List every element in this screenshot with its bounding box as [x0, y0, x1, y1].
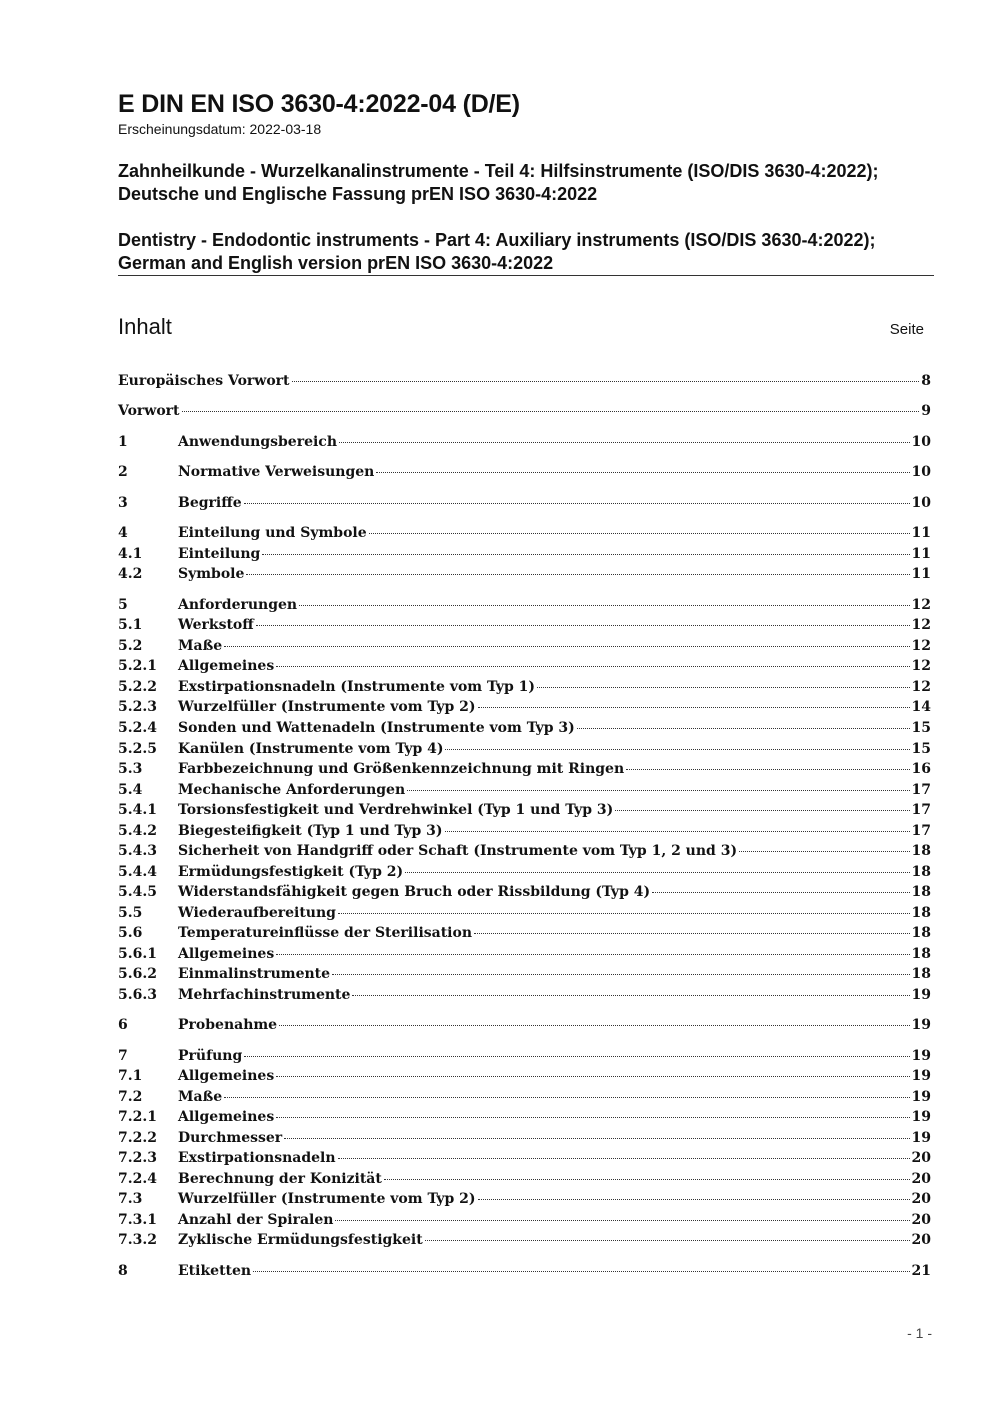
toc-leader-dots	[292, 381, 920, 382]
toc-entry-title: Torsionsfestigkeit und Verdrehwinkel (Typ 1 und Typ 3)	[178, 802, 614, 818]
toc-entry-number: 5.4.5	[118, 884, 157, 900]
toc-entry[interactable]	[118, 946, 931, 966]
toc-entry-page: 16	[911, 761, 931, 777]
toc-entry-page: 18	[911, 966, 931, 982]
toc-entry-page: 18	[911, 946, 931, 962]
toc-entry[interactable]	[118, 403, 931, 423]
toc-entry-number: 5.2.3	[118, 699, 157, 715]
toc-entry-page: 18	[911, 925, 931, 941]
toc-leader-dots	[276, 1117, 909, 1118]
toc-entry-number: 7.1	[118, 1068, 143, 1084]
toc-entry-page: 12	[911, 658, 931, 674]
toc-entry[interactable]	[118, 843, 931, 863]
toc-entry-page: 15	[911, 741, 931, 757]
toc-entry[interactable]	[118, 966, 931, 986]
toc-entry-page: 10	[911, 464, 931, 480]
toc-leader-dots	[739, 851, 909, 852]
toc-entry-title: Exstirpationsnadeln (Instrumente vom Typ 1)	[178, 679, 536, 695]
toc-entry-title: Allgemeines	[178, 658, 275, 674]
toc-leader-dots	[407, 790, 909, 791]
toc-entry-page: 9	[921, 403, 931, 419]
toc-entry-title: Wurzelfüller (Instrumente vom Typ 2)	[178, 1191, 476, 1207]
toc-entry-page: 11	[911, 546, 931, 562]
toc-leader-dots	[224, 1097, 909, 1098]
toc-leader-dots	[335, 1220, 909, 1221]
toc-entry[interactable]	[118, 495, 931, 515]
toc-entry-page: 18	[911, 843, 931, 859]
toc-leader-dots	[474, 933, 909, 934]
toc-entry-page: 12	[911, 638, 931, 654]
toc-entry[interactable]	[118, 1089, 931, 1109]
toc-entry-number: 7.2.4	[118, 1171, 157, 1187]
toc-entry-page: 14	[911, 699, 931, 715]
toc-entry-page: 18	[911, 864, 931, 880]
toc-entry-title: Probenahme	[178, 1017, 278, 1033]
toc-leader-dots	[276, 954, 909, 955]
toc-entry-title: Symbole	[178, 566, 245, 582]
toc-entry-page: 18	[911, 905, 931, 921]
toc-entry-number: 5.6.3	[118, 987, 157, 1003]
toc-entry-number: 5.2.1	[118, 658, 157, 674]
toc-entry-page: 15	[911, 720, 931, 736]
toc-entry-number: 7.3.2	[118, 1232, 157, 1248]
toc-entry[interactable]	[118, 434, 931, 454]
toc-entry-number: 4	[118, 525, 128, 541]
toc-entry[interactable]	[118, 597, 931, 617]
toc-entry[interactable]	[118, 1150, 931, 1170]
toc-entry-page: 12	[911, 617, 931, 633]
toc-leader-dots	[352, 995, 909, 996]
toc-entry-number: 7.3.1	[118, 1212, 157, 1228]
header-divider	[118, 275, 934, 276]
toc-entry[interactable]	[118, 823, 931, 843]
toc-entry-number: 7.3	[118, 1191, 143, 1207]
toc-entry-title: Einmalinstrumente	[178, 966, 331, 982]
toc-entry-title: Anforderungen	[178, 597, 298, 613]
toc-entry-number: 2	[118, 464, 128, 480]
toc-entry-number: 5.2	[118, 638, 143, 654]
toc-entry-page: 10	[911, 434, 931, 450]
toc-entry[interactable]	[118, 802, 931, 822]
toc-entry-title: Werkstoff	[178, 617, 254, 633]
toc-entry-number: 5.6	[118, 925, 143, 941]
toc-leader-dots	[338, 913, 910, 914]
toc-leader-dots	[478, 1199, 910, 1200]
toc-leader-dots	[376, 472, 909, 473]
toc-entry-page: 17	[911, 782, 931, 798]
toc-entry-page: 20	[911, 1212, 931, 1228]
toc-entry-title: Prüfung	[178, 1048, 243, 1064]
toc-leader-dots	[369, 533, 910, 534]
toc-leader-dots	[276, 1076, 909, 1077]
toc-entry-title: Farbbezeichnung und Größenkennzeichnung mit Ringen	[178, 761, 625, 777]
toc-entry-page: 19	[911, 1017, 931, 1033]
toc-entry-title: Biegesteifigkeit (Typ 1 und Typ 3)	[178, 823, 443, 839]
toc-entry-page: 17	[911, 823, 931, 839]
toc-entry-title: Allgemeines	[178, 1109, 275, 1125]
toc-entry-number: 5.4.1	[118, 802, 157, 818]
toc-leader-dots	[425, 1240, 910, 1241]
toc-entry[interactable]	[118, 1048, 931, 1068]
toc-entry-title: Einteilung	[178, 546, 261, 562]
toc-entry-page: 11	[911, 566, 931, 582]
toc-entry-number: 5.6.1	[118, 946, 157, 962]
toc-entry-number: 5.6.2	[118, 966, 157, 982]
toc-entry-title: Mechanische Anforderungen	[178, 782, 406, 798]
toc-entry[interactable]	[118, 905, 931, 925]
toc-entry[interactable]	[118, 546, 931, 566]
toc-entry-number: 7.2.1	[118, 1109, 157, 1125]
publication-date: Erscheinungsdatum: 2022-03-18	[118, 121, 322, 137]
toc-entry-title: Allgemeines	[178, 946, 275, 962]
toc-entry[interactable]	[118, 782, 931, 802]
toc-entry-title: Berechnung der Konizität	[178, 1171, 382, 1187]
toc-entry[interactable]	[118, 1191, 931, 1211]
title-english: Dentistry - Endodontic instruments - Part 4: Auxiliary instruments (ISO/DIS 3630-4:2022); German and English version prEN ISO 3630-4:2022	[118, 230, 876, 273]
toc-entry[interactable]	[118, 761, 931, 781]
toc-entry-page: 11	[911, 525, 931, 541]
title-german: Zahnheilkunde - Wurzelkanalinstrumente - Teil 4: Hilfsinstrumente (ISO/DIS 3630-4:2022); Deutsche und Englische Fassung prEN ISO 3630-4:2022	[118, 161, 879, 204]
toc-leader-dots	[615, 810, 909, 811]
toc-entry-title: Normative Verweisungen	[178, 464, 375, 480]
toc-entry-page: 8	[921, 373, 931, 389]
toc-entry-number: 5	[118, 597, 128, 613]
toc-entry-title: Durchmesser	[178, 1130, 283, 1146]
toc-entry-title: Maße	[178, 638, 223, 654]
toc-leader-dots	[253, 1271, 909, 1272]
toc-entry-title: Kanülen (Instrumente vom Typ 4)	[178, 741, 444, 757]
toc-leader-dots	[299, 605, 909, 606]
toc-entry-title: Maße	[178, 1089, 223, 1105]
toc-entry-title: Etiketten	[178, 1263, 252, 1279]
toc-entry[interactable]	[118, 373, 931, 393]
toc-entry-page: 12	[911, 597, 931, 613]
toc-entry-number: 1	[118, 434, 128, 450]
toc-leader-dots	[338, 1158, 910, 1159]
toc-entry-title: Allgemeines	[178, 1068, 275, 1084]
toc-entry[interactable]	[118, 720, 931, 740]
toc-entry-page: 19	[911, 1109, 931, 1125]
toc-entry-title: Sonden und Wattenadeln (Instrumente vom Typ 3)	[178, 720, 575, 736]
toc-entry[interactable]	[118, 658, 931, 678]
toc-entry-page: 10	[911, 495, 931, 511]
toc-leader-dots	[182, 411, 920, 412]
toc-entry[interactable]	[118, 1212, 931, 1232]
toc-entry[interactable]	[118, 617, 931, 637]
toc-entry-page: 20	[911, 1232, 931, 1248]
toc-entry-number: 7	[118, 1048, 128, 1064]
toc-entry-title: Einteilung und Symbole	[178, 525, 367, 541]
toc-entry-number: 7.2.3	[118, 1150, 157, 1166]
toc-entry[interactable]	[118, 1109, 931, 1129]
toc-page-label: Seite	[889, 321, 924, 338]
toc-entry-page: 19	[911, 987, 931, 1003]
toc-entry-number: 3	[118, 495, 128, 511]
toc-entry-title: Europäisches Vorwort	[118, 373, 290, 389]
toc-entry[interactable]	[118, 1263, 931, 1283]
toc-leader-dots	[626, 769, 909, 770]
toc-entry-page: 20	[911, 1150, 931, 1166]
toc-entry-title: Zyklische Ermüdungsfestigkeit	[178, 1232, 423, 1248]
toc-entry-number: 5.2.5	[118, 741, 157, 757]
toc-entry-title: Sicherheit von Handgriff oder Schaft (Instrumente vom Typ 1, 2 und 3)	[178, 843, 738, 859]
toc-entry[interactable]	[118, 525, 931, 545]
toc-entry[interactable]	[118, 884, 931, 904]
toc-leader-dots	[332, 974, 909, 975]
toc-entry-title: Ermüdungsfestigkeit (Typ 2)	[178, 864, 404, 880]
toc-entry[interactable]	[118, 1017, 931, 1037]
page-number: - 1 -	[907, 1325, 932, 1341]
toc-entry-page: 17	[911, 802, 931, 818]
toc-entry-title: Widerstandsfähigkeit gegen Bruch oder Rissbildung (Typ 4)	[178, 884, 651, 900]
toc-entry-number: 7.2.2	[118, 1130, 157, 1146]
toc-entry-page: 12	[911, 679, 931, 695]
toc-leader-dots	[284, 1138, 909, 1139]
toc-leader-dots	[445, 749, 909, 750]
toc-entry[interactable]	[118, 987, 931, 1007]
toc-leader-dots	[405, 872, 909, 873]
toc-leader-dots	[445, 831, 910, 832]
toc-leader-dots	[279, 1025, 909, 1026]
toc-entry-number: 4.2	[118, 566, 143, 582]
toc-entry[interactable]	[118, 864, 931, 884]
document-title: E DIN EN ISO 3630-4:2022-04 (D/E)	[118, 90, 520, 118]
toc-entry[interactable]	[118, 566, 931, 586]
toc-entry-page: 18	[911, 884, 931, 900]
toc-entry[interactable]	[118, 638, 931, 658]
toc-leader-dots	[577, 728, 910, 729]
toc-entry-page: 21	[911, 1263, 931, 1279]
toc-leader-dots	[652, 892, 909, 893]
toc-entry-number: 5.5	[118, 905, 143, 921]
toc-entry-title: Wurzelfüller (Instrumente vom Typ 2)	[178, 699, 476, 715]
toc-entry-number: 8	[118, 1263, 128, 1279]
toc-entry-title: Vorwort	[118, 403, 180, 419]
toc-leader-dots	[262, 554, 909, 555]
toc-entry-title: Exstirpationsnadeln	[178, 1150, 336, 1166]
toc-entry-number: 6	[118, 1017, 128, 1033]
toc-entry-title: Mehrfachinstrumente	[178, 987, 351, 1003]
toc-entry-number: 5.4.2	[118, 823, 157, 839]
toc-entry[interactable]	[118, 1232, 931, 1252]
toc-leader-dots	[244, 1056, 909, 1057]
toc-entry-number: 4.1	[118, 546, 143, 562]
toc-entry[interactable]	[118, 925, 931, 945]
toc-entry[interactable]	[118, 1068, 931, 1088]
toc-entry-title: Anzahl der Spiralen	[178, 1212, 334, 1228]
toc-entry-number: 7.2	[118, 1089, 143, 1105]
toc-entry-number: 5.3	[118, 761, 143, 777]
toc-entry-title: Temperatureinflüsse der Sterilisation	[178, 925, 473, 941]
toc-leader-dots	[478, 707, 910, 708]
toc-entry[interactable]	[118, 679, 931, 699]
toc-entry-page: 19	[911, 1048, 931, 1064]
toc-leader-dots	[384, 1179, 910, 1180]
toc-entry-page: 19	[911, 1130, 931, 1146]
toc-leader-dots	[224, 646, 909, 647]
toc-entry-number: 5.4	[118, 782, 143, 798]
toc-leader-dots	[256, 625, 910, 626]
toc-entry-page: 19	[911, 1068, 931, 1084]
toc-entry-title: Begriffe	[178, 495, 242, 511]
toc-entry-number: 5.4.4	[118, 864, 157, 880]
toc-leader-dots	[244, 503, 910, 504]
toc-leader-dots	[276, 666, 909, 667]
toc-entry-page: 20	[911, 1171, 931, 1187]
toc-entry[interactable]	[118, 699, 931, 719]
toc-entry[interactable]	[118, 1130, 931, 1150]
toc-entry-page: 20	[911, 1191, 931, 1207]
toc-leader-dots	[339, 442, 910, 443]
toc-heading: Inhalt	[118, 314, 172, 339]
toc-leader-dots	[246, 574, 909, 575]
toc-entry-number: 5.4.3	[118, 843, 157, 859]
toc-entry[interactable]	[118, 464, 931, 484]
toc-entry-page: 19	[911, 1089, 931, 1105]
toc-entry-title: Wiederaufbereitung	[178, 905, 336, 921]
toc-entry[interactable]	[118, 741, 931, 761]
toc-entry-title: Anwendungsbereich	[178, 434, 337, 450]
toc-entry-number: 5.2.4	[118, 720, 157, 736]
toc-entry-number: 5.2.2	[118, 679, 157, 695]
toc-entry[interactable]	[118, 1171, 931, 1191]
toc-leader-dots	[537, 687, 909, 688]
toc-entry-number: 5.1	[118, 617, 143, 633]
